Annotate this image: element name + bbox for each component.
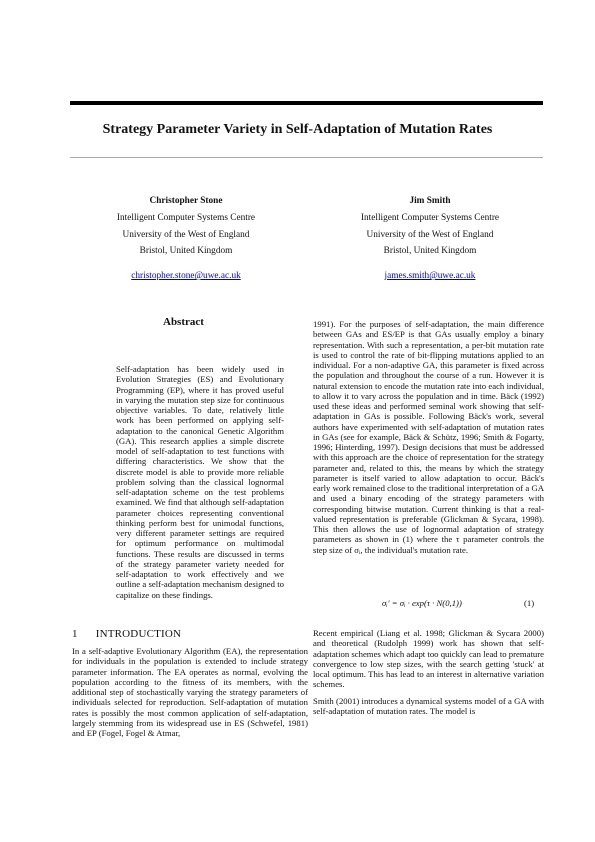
abstract-paragraph: Self-adaptation has been widely used in Evolution Strategies (ES) and Evolutionary Programming (EP), where it has proved useful in varying the mutation step size for continuous objective variables. To date, relatively little work has been performed on applying self-adaptation to the canonical Genetic Algorithm (GA). This research applies a simple discrete model of self-adaptation to test functions with differing characteristics. We show that the discrete model is able to provide more reliable problem solving than the classical lognormal self-adaptation scheme on the test problems examined. We find that although self-adaptation parameter choices representing conventional thinking perform best for unimodal functions, very different parameter settings are required for optimum performance on multimodal functions. These results are discussed in terms of the strategy parameter variety needed for self-adaptation to work effectively and we outline a self-adaptation mechanism designed to capitalize on these findings. bbox=[116, 364, 284, 600]
intro-heading bbox=[72, 628, 181, 640]
author-university: University of the West of England bbox=[122, 229, 250, 240]
author-affiliation: Intelligent Computer Systems Centre bbox=[116, 212, 256, 223]
author-email-link[interactable]: christopher.stone@uwe.ac.uk bbox=[131, 271, 241, 282]
title-divider bbox=[70, 157, 543, 158]
right-column-lower bbox=[313, 628, 544, 716]
equation: σᵢ′ = σᵢ · exp(τ · N(0,1)) bbox=[382, 598, 462, 608]
section-number: 1 bbox=[72, 628, 78, 640]
top-rule bbox=[70, 101, 543, 105]
author-affiliation: Intelligent Computer Systems Centre bbox=[360, 212, 500, 223]
paper-title: Strategy Parameter Variety in Self-Adaptation of Mutation Rates bbox=[102, 122, 493, 137]
author-name: Christopher Stone bbox=[149, 196, 223, 206]
author-email-link[interactable]: james.smith@uwe.ac.uk bbox=[384, 271, 476, 282]
right-paragraph-1: 1991). For the purposes of self-adaptation, the main difference between GAs and ES/EP is that GAs usually employ a binary representation. With such a representation, a per-bit mutation rate is used to control the rate of bit-flipping mutations applied to an individual. For a non-adaptive GA, this parameter is fixed across the population and throughout the course of a run. However it is natural extension to encode the mutation rate into each individual, to allow it to vary across the population and in time. Bäck (1992) used these ideas and performed seminal work showing that self-adaptation in GAs is possible. Following Bäck's work, several authors have experimented with self-adaptation of mutation rates in GAs (see for example, Bäck & Schütz, 1996; Smith & Fogarty, 1996; Hinterding, 1997). Design decisions that must be addressed with this approach are the choice of representation for the strategy parameter and, related to this, the means by which the strategy parameter is itself varied to allow adaptation to occur. Bäck's early work remained close to the traditional interpretation of a GA and used a binary encoding of the strategy parameters with corresponding bitwise mutation. Current thinking is that a real-valued representation is preferable (Glickman & Sycara, 1998). This then allows the use of lognormal adaptation of strategy parameters as shown in (1) where the τ parameter controls the step size of σᵢ, the individual's mutation rate. bbox=[313, 319, 544, 555]
author-location: Bristol, United Kingdom bbox=[139, 246, 233, 257]
author-name: Jim Smith bbox=[409, 196, 451, 206]
author-block-1 bbox=[86, 193, 286, 285]
section-title: INTRODUCTION bbox=[95, 628, 182, 640]
equation-number: (1) bbox=[524, 598, 535, 608]
author-block-2 bbox=[330, 193, 530, 285]
right-column-upper bbox=[313, 319, 544, 555]
right-paragraph-2: Recent empirical (Liang et al. 1998; Glickman & Sycara 2000) and theoretical (Rudolph 1999) work has shown that self-adaptation schemes which adapt too quickly can lead to premature convergence to low step sizes, with the search getting 'stuck' at local optimum. This has lead to an interest in alternative variation schemes. bbox=[313, 628, 544, 690]
author-university: University of the West of England bbox=[366, 229, 494, 240]
intro-text bbox=[72, 646, 308, 738]
author-location: Bristol, United Kingdom bbox=[383, 246, 477, 257]
right-paragraph-3: Smith (2001) introduces a dynamical systems model of a GA with self-adaptation of mutation rates. The model is bbox=[313, 695, 544, 716]
intro-paragraph: In a self-adaptive Evolutionary Algorithm (EA), the representation for individuals in the population is extended to include strategy parameter information. The EA operates as normal, evolving the population according to the fitness of its members, with the additional step of stochastically varying the strategy parameters of individuals selected for reproduction. Self-adaptation of mutation rates is possibly the most common application of self-adaptation, largely stemming from its widespread use in ES (Schwefel, 1981) and EP (Fogel, Fogel & Atmar, bbox=[72, 646, 308, 738]
abstract-heading: Abstract bbox=[163, 316, 204, 328]
abstract-text bbox=[116, 364, 284, 600]
